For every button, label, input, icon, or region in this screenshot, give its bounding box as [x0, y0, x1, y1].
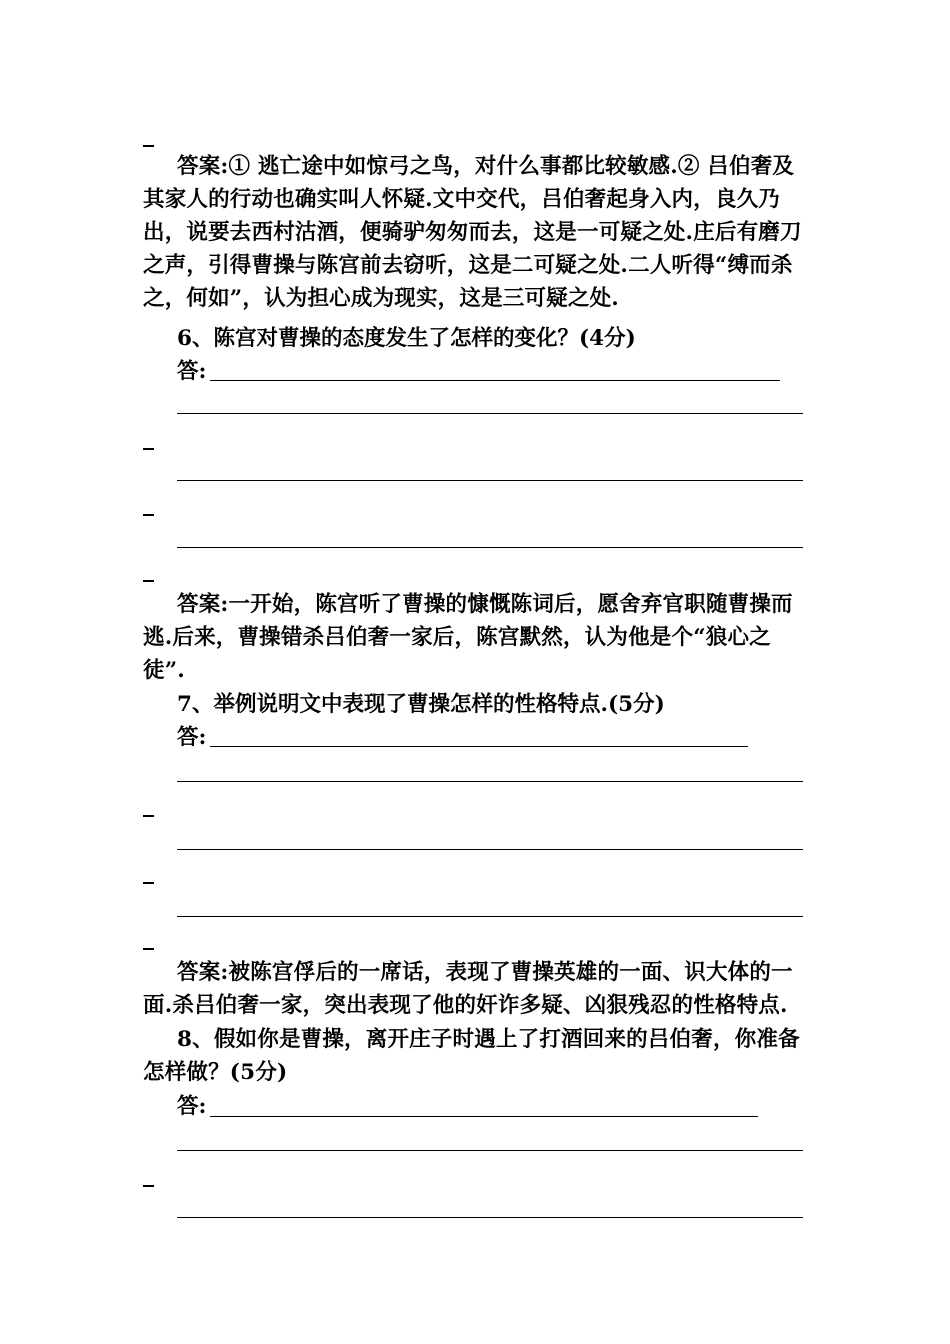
answer-7-line-3[interactable]	[177, 849, 803, 850]
dash-mark	[143, 448, 154, 450]
answer-6-line-3[interactable]	[177, 480, 803, 481]
answer-8-label: 答:	[177, 1094, 207, 1119]
answer-7-label: 答:	[177, 725, 207, 750]
dash-mark	[143, 815, 154, 817]
answer-8-line-2[interactable]	[177, 1150, 803, 1151]
answer-5-text: 答案:① 逃亡途中如惊弓之鸟，对什么事都比较敏感.② 吕伯奢及其家人的行动也确实叫人怀疑.文中交代，吕伯奢起身入内，良久乃出，说要去西村沽酒，便骑驴匆匆而去，这是一可疑之处.庄后有磨刀之声，引得曹操与陈宫前去窃听，这是二可疑之处.二人听得“缚而杀之，何如”，认为担心成为现实，这是三可疑之处.	[143, 154, 802, 311]
dash-mark	[143, 948, 154, 950]
dash-mark	[143, 514, 154, 516]
question-6: 6、陈宫对曹操的态度发生了怎样的变化？(4分)	[177, 326, 636, 351]
answer-7-line-1[interactable]	[210, 746, 748, 747]
answer-8-line-1[interactable]	[210, 1116, 758, 1117]
answer-6-line-2[interactable]	[177, 413, 803, 414]
dash-mark	[143, 882, 154, 884]
answer-6-label: 答:	[177, 359, 207, 384]
question-8: 8、假如你是曹操，离开庄子时遇上了打酒回来的吕伯奢，你准备怎样做？(5分)	[143, 1027, 800, 1085]
dash-mark	[143, 145, 154, 147]
answer-6-line-4[interactable]	[177, 547, 803, 548]
answer-8-line-3[interactable]	[177, 1217, 803, 1218]
answer-6-line-1[interactable]	[210, 380, 780, 381]
dash-mark	[143, 580, 154, 582]
dash-mark	[143, 1185, 154, 1187]
answer-6-text: 答案:一开始，陈宫听了曹操的慷慨陈词后，愿舍弃官职随曹操而逃.后来，曹操错杀吕伯奢一家后，陈宫默然，认为他是个“狼心之徒”.	[143, 592, 793, 683]
answer-7-text: 答案:被陈宫俘后的一席话，表现了曹操英雄的一面、识大体的一面.杀吕伯奢一家，突出表现了他的奸诈多疑、凶狠残忍的性格特点.	[143, 960, 793, 1018]
answer-7-line-4[interactable]	[177, 916, 803, 917]
question-7: 7、举例说明文中表现了曹操怎样的性格特点.(5分)	[177, 692, 665, 717]
answer-7-line-2[interactable]	[177, 781, 803, 782]
